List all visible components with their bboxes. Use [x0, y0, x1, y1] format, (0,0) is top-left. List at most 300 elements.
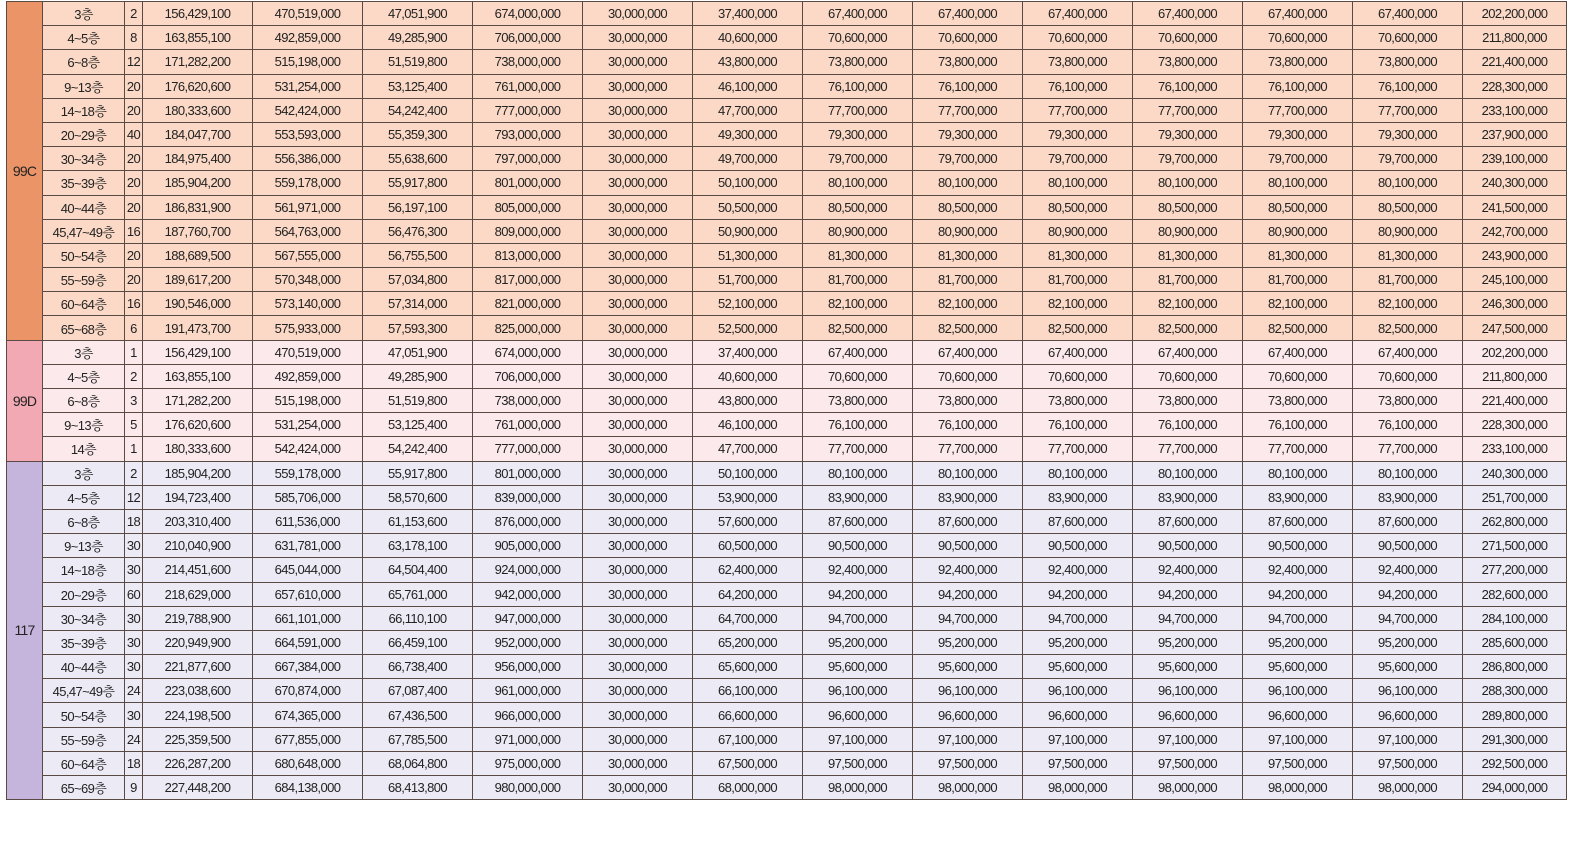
total-price-cell: 738,000,000 — [473, 50, 583, 74]
vat-cell: 49,285,900 — [363, 364, 473, 388]
interim-1-cell: 79,700,000 — [803, 147, 913, 171]
unit-type-cell: 117 — [7, 461, 43, 800]
unit-count-cell: 60 — [125, 582, 143, 606]
table-row — [7, 509, 1567, 533]
interim-2-cell: 83,900,000 — [913, 485, 1023, 509]
balance-cell: 211,800,000 — [1463, 364, 1567, 388]
contract-deposit-2-cell: 51,700,000 — [693, 268, 803, 292]
interim-1-cell: 95,200,000 — [803, 630, 913, 654]
price-table — [6, 1, 1567, 800]
contract-deposit-1-cell: 30,000,000 — [583, 74, 693, 98]
interim-6-cell: 81,300,000 — [1353, 243, 1463, 267]
interim-3-cell: 80,100,000 — [1023, 461, 1133, 485]
interim-3-cell: 76,100,000 — [1023, 74, 1133, 98]
building-price-cell: 559,178,000 — [253, 171, 363, 195]
interim-4-cell: 95,600,000 — [1133, 655, 1243, 679]
interim-5-cell: 97,500,000 — [1243, 751, 1353, 775]
interim-1-cell: 80,100,000 — [803, 461, 913, 485]
balance-cell: 286,800,000 — [1463, 655, 1567, 679]
total-price-cell: 947,000,000 — [473, 606, 583, 630]
floor-range-cell: 4~5층 — [43, 485, 125, 509]
contract-deposit-2-cell: 50,100,000 — [693, 171, 803, 195]
balance-cell: 240,300,000 — [1463, 171, 1567, 195]
contract-deposit-1-cell: 30,000,000 — [583, 26, 693, 50]
interim-2-cell: 80,900,000 — [913, 219, 1023, 243]
land-price-cell: 189,617,200 — [143, 268, 253, 292]
contract-deposit-2-cell: 67,500,000 — [693, 751, 803, 775]
interim-6-cell: 80,100,000 — [1353, 171, 1463, 195]
building-price-cell: 559,178,000 — [253, 461, 363, 485]
table-row — [7, 364, 1567, 388]
balance-cell: 277,200,000 — [1463, 558, 1567, 582]
building-price-cell: 664,591,000 — [253, 630, 363, 654]
floor-range-cell: 40~44층 — [43, 655, 125, 679]
table-row — [7, 413, 1567, 437]
floor-range-cell: 40~44층 — [43, 195, 125, 219]
building-price-cell: 661,101,000 — [253, 606, 363, 630]
total-price-cell: 966,000,000 — [473, 703, 583, 727]
floor-range-cell: 9~13층 — [43, 74, 125, 98]
interim-2-cell: 77,700,000 — [913, 98, 1023, 122]
vat-cell: 67,785,500 — [363, 727, 473, 751]
table-row — [7, 655, 1567, 679]
interim-4-cell: 76,100,000 — [1133, 74, 1243, 98]
interim-4-cell: 97,100,000 — [1133, 727, 1243, 751]
interim-3-cell: 77,700,000 — [1023, 437, 1133, 461]
contract-deposit-1-cell: 30,000,000 — [583, 534, 693, 558]
interim-2-cell: 87,600,000 — [913, 509, 1023, 533]
contract-deposit-1-cell: 30,000,000 — [583, 98, 693, 122]
unit-count-cell: 24 — [125, 727, 143, 751]
total-price-cell: 905,000,000 — [473, 534, 583, 558]
total-price-cell: 961,000,000 — [473, 679, 583, 703]
vat-cell: 66,459,100 — [363, 630, 473, 654]
interim-2-cell: 80,100,000 — [913, 171, 1023, 195]
total-price-cell: 952,000,000 — [473, 630, 583, 654]
interim-4-cell: 73,800,000 — [1133, 389, 1243, 413]
interim-2-cell: 96,100,000 — [913, 679, 1023, 703]
interim-4-cell: 77,700,000 — [1133, 98, 1243, 122]
unit-count-cell: 16 — [125, 292, 143, 316]
contract-deposit-2-cell: 40,600,000 — [693, 26, 803, 50]
balance-cell: 251,700,000 — [1463, 485, 1567, 509]
interim-3-cell: 81,700,000 — [1023, 268, 1133, 292]
floor-range-cell: 14~18층 — [43, 558, 125, 582]
land-price-cell: 190,546,000 — [143, 292, 253, 316]
unit-count-cell: 30 — [125, 703, 143, 727]
contract-deposit-1-cell: 30,000,000 — [583, 582, 693, 606]
contract-deposit-1-cell: 30,000,000 — [583, 751, 693, 775]
floor-range-cell: 9~13층 — [43, 534, 125, 558]
total-price-cell: 801,000,000 — [473, 171, 583, 195]
total-price-cell: 825,000,000 — [473, 316, 583, 340]
building-price-cell: 531,254,000 — [253, 413, 363, 437]
unit-count-cell: 30 — [125, 558, 143, 582]
vat-cell: 47,051,900 — [363, 340, 473, 364]
vat-cell: 55,359,300 — [363, 122, 473, 146]
balance-cell: 243,900,000 — [1463, 243, 1567, 267]
total-price-cell: 706,000,000 — [473, 364, 583, 388]
group-99c — [7, 2, 1567, 341]
interim-1-cell: 70,600,000 — [803, 364, 913, 388]
interim-4-cell: 79,700,000 — [1133, 147, 1243, 171]
total-price-cell: 738,000,000 — [473, 389, 583, 413]
contract-deposit-2-cell: 46,100,000 — [693, 413, 803, 437]
land-price-cell: 187,760,700 — [143, 219, 253, 243]
interim-6-cell: 96,100,000 — [1353, 679, 1463, 703]
balance-cell: 292,500,000 — [1463, 751, 1567, 775]
contract-deposit-1-cell: 30,000,000 — [583, 2, 693, 26]
building-price-cell: 515,198,000 — [253, 50, 363, 74]
interim-5-cell: 80,100,000 — [1243, 461, 1353, 485]
vat-cell: 54,242,400 — [363, 98, 473, 122]
contract-deposit-1-cell: 30,000,000 — [583, 485, 693, 509]
land-price-cell: 221,877,600 — [143, 655, 253, 679]
contract-deposit-2-cell: 64,700,000 — [693, 606, 803, 630]
interim-4-cell: 80,100,000 — [1133, 171, 1243, 195]
interim-1-cell: 98,000,000 — [803, 776, 913, 800]
interim-6-cell: 77,700,000 — [1353, 98, 1463, 122]
interim-1-cell: 80,500,000 — [803, 195, 913, 219]
interim-3-cell: 67,400,000 — [1023, 340, 1133, 364]
total-price-cell: 793,000,000 — [473, 122, 583, 146]
contract-deposit-2-cell: 66,600,000 — [693, 703, 803, 727]
interim-1-cell: 76,100,000 — [803, 74, 913, 98]
interim-2-cell: 79,700,000 — [913, 147, 1023, 171]
interim-5-cell: 77,700,000 — [1243, 98, 1353, 122]
unit-count-cell: 30 — [125, 606, 143, 630]
balance-cell: 233,100,000 — [1463, 98, 1567, 122]
vat-cell: 47,051,900 — [363, 2, 473, 26]
total-price-cell: 839,000,000 — [473, 485, 583, 509]
total-price-cell: 809,000,000 — [473, 219, 583, 243]
interim-6-cell: 79,300,000 — [1353, 122, 1463, 146]
building-price-cell: 542,424,000 — [253, 437, 363, 461]
unit-count-cell: 8 — [125, 26, 143, 50]
floor-range-cell: 60~64층 — [43, 751, 125, 775]
table-row — [7, 703, 1567, 727]
interim-1-cell: 81,700,000 — [803, 268, 913, 292]
contract-deposit-2-cell: 65,200,000 — [693, 630, 803, 654]
vat-cell: 63,178,100 — [363, 534, 473, 558]
interim-4-cell: 94,700,000 — [1133, 606, 1243, 630]
interim-3-cell: 81,300,000 — [1023, 243, 1133, 267]
vat-cell: 64,504,400 — [363, 558, 473, 582]
interim-6-cell: 80,500,000 — [1353, 195, 1463, 219]
land-price-cell: 218,629,000 — [143, 582, 253, 606]
interim-5-cell: 82,100,000 — [1243, 292, 1353, 316]
interim-6-cell: 82,500,000 — [1353, 316, 1463, 340]
floor-range-cell: 20~29층 — [43, 582, 125, 606]
interim-1-cell: 96,100,000 — [803, 679, 913, 703]
interim-2-cell: 90,500,000 — [913, 534, 1023, 558]
interim-4-cell: 67,400,000 — [1133, 2, 1243, 26]
unit-count-cell: 30 — [125, 534, 143, 558]
table-row — [7, 122, 1567, 146]
unit-count-cell: 9 — [125, 776, 143, 800]
interim-3-cell: 90,500,000 — [1023, 534, 1133, 558]
vat-cell: 57,593,300 — [363, 316, 473, 340]
interim-5-cell: 77,700,000 — [1243, 437, 1353, 461]
group-99d — [7, 340, 1567, 461]
table-row — [7, 74, 1567, 98]
interim-4-cell: 81,700,000 — [1133, 268, 1243, 292]
building-price-cell: 470,519,000 — [253, 2, 363, 26]
interim-6-cell: 83,900,000 — [1353, 485, 1463, 509]
contract-deposit-2-cell: 47,700,000 — [693, 98, 803, 122]
unit-count-cell: 3 — [125, 389, 143, 413]
balance-cell: 211,800,000 — [1463, 26, 1567, 50]
interim-1-cell: 73,800,000 — [803, 50, 913, 74]
vat-cell: 61,153,600 — [363, 509, 473, 533]
interim-5-cell: 92,400,000 — [1243, 558, 1353, 582]
floor-range-cell: 55~59층 — [43, 727, 125, 751]
interim-6-cell: 97,500,000 — [1353, 751, 1463, 775]
interim-1-cell: 80,100,000 — [803, 171, 913, 195]
interim-4-cell: 79,300,000 — [1133, 122, 1243, 146]
contract-deposit-2-cell: 40,600,000 — [693, 364, 803, 388]
land-price-cell: 227,448,200 — [143, 776, 253, 800]
group-117 — [7, 461, 1567, 800]
interim-5-cell: 98,000,000 — [1243, 776, 1353, 800]
unit-count-cell: 18 — [125, 751, 143, 775]
land-price-cell: 184,975,400 — [143, 147, 253, 171]
interim-3-cell: 80,100,000 — [1023, 171, 1133, 195]
land-price-cell: 185,904,200 — [143, 461, 253, 485]
interim-5-cell: 76,100,000 — [1243, 74, 1353, 98]
interim-6-cell: 90,500,000 — [1353, 534, 1463, 558]
table-row — [7, 485, 1567, 509]
contract-deposit-1-cell: 30,000,000 — [583, 630, 693, 654]
land-price-cell: 191,473,700 — [143, 316, 253, 340]
interim-5-cell: 94,700,000 — [1243, 606, 1353, 630]
interim-4-cell: 87,600,000 — [1133, 509, 1243, 533]
contract-deposit-1-cell: 30,000,000 — [583, 219, 693, 243]
vat-cell: 56,755,500 — [363, 243, 473, 267]
interim-1-cell: 90,500,000 — [803, 534, 913, 558]
land-price-cell: 185,904,200 — [143, 171, 253, 195]
interim-4-cell: 70,600,000 — [1133, 26, 1243, 50]
vat-cell: 53,125,400 — [363, 413, 473, 437]
building-price-cell: 515,198,000 — [253, 389, 363, 413]
interim-3-cell: 87,600,000 — [1023, 509, 1133, 533]
total-price-cell: 876,000,000 — [473, 509, 583, 533]
table-row — [7, 195, 1567, 219]
unit-count-cell: 12 — [125, 50, 143, 74]
balance-cell: 245,100,000 — [1463, 268, 1567, 292]
vat-cell: 68,064,800 — [363, 751, 473, 775]
vat-cell: 55,917,800 — [363, 171, 473, 195]
interim-3-cell: 70,600,000 — [1023, 364, 1133, 388]
building-price-cell: 684,138,000 — [253, 776, 363, 800]
interim-4-cell: 67,400,000 — [1133, 340, 1243, 364]
interim-6-cell: 80,900,000 — [1353, 219, 1463, 243]
interim-1-cell: 83,900,000 — [803, 485, 913, 509]
building-price-cell: 611,536,000 — [253, 509, 363, 533]
contract-deposit-1-cell: 30,000,000 — [583, 340, 693, 364]
unit-count-cell: 18 — [125, 509, 143, 533]
balance-cell: 239,100,000 — [1463, 147, 1567, 171]
table-row — [7, 171, 1567, 195]
land-price-cell: 224,198,500 — [143, 703, 253, 727]
total-price-cell: 817,000,000 — [473, 268, 583, 292]
interim-3-cell: 94,700,000 — [1023, 606, 1133, 630]
table-row — [7, 26, 1567, 50]
table-row — [7, 582, 1567, 606]
interim-2-cell: 81,300,000 — [913, 243, 1023, 267]
land-price-cell: 156,429,100 — [143, 2, 253, 26]
interim-6-cell: 67,400,000 — [1353, 340, 1463, 364]
interim-2-cell: 80,500,000 — [913, 195, 1023, 219]
contract-deposit-2-cell: 51,300,000 — [693, 243, 803, 267]
balance-cell: 288,300,000 — [1463, 679, 1567, 703]
interim-5-cell: 80,900,000 — [1243, 219, 1353, 243]
interim-1-cell: 77,700,000 — [803, 98, 913, 122]
floor-range-cell: 6~8층 — [43, 50, 125, 74]
contract-deposit-2-cell: 66,100,000 — [693, 679, 803, 703]
interim-4-cell: 97,500,000 — [1133, 751, 1243, 775]
interim-2-cell: 73,800,000 — [913, 50, 1023, 74]
building-price-cell: 657,610,000 — [253, 582, 363, 606]
interim-3-cell: 92,400,000 — [1023, 558, 1133, 582]
table-row — [7, 2, 1567, 26]
interim-2-cell: 67,400,000 — [913, 340, 1023, 364]
interim-4-cell: 90,500,000 — [1133, 534, 1243, 558]
table-row — [7, 268, 1567, 292]
floor-range-cell: 3층 — [43, 461, 125, 485]
total-price-cell: 797,000,000 — [473, 147, 583, 171]
floor-range-cell: 14층 — [43, 437, 125, 461]
interim-5-cell: 73,800,000 — [1243, 50, 1353, 74]
total-price-cell: 674,000,000 — [473, 340, 583, 364]
table-row — [7, 461, 1567, 485]
interim-5-cell: 67,400,000 — [1243, 2, 1353, 26]
vat-cell: 54,242,400 — [363, 437, 473, 461]
floor-range-cell: 30~34층 — [43, 606, 125, 630]
contract-deposit-2-cell: 50,100,000 — [693, 461, 803, 485]
interim-2-cell: 70,600,000 — [913, 364, 1023, 388]
interim-6-cell: 96,600,000 — [1353, 703, 1463, 727]
contract-deposit-1-cell: 30,000,000 — [583, 703, 693, 727]
floor-range-cell: 20~29층 — [43, 122, 125, 146]
land-price-cell: 156,429,100 — [143, 340, 253, 364]
interim-6-cell: 67,400,000 — [1353, 2, 1463, 26]
total-price-cell: 924,000,000 — [473, 558, 583, 582]
table-row — [7, 727, 1567, 751]
unit-count-cell: 40 — [125, 122, 143, 146]
unit-count-cell: 2 — [125, 461, 143, 485]
total-price-cell: 942,000,000 — [473, 582, 583, 606]
balance-cell: 285,600,000 — [1463, 630, 1567, 654]
interim-4-cell: 70,600,000 — [1133, 364, 1243, 388]
table-row — [7, 534, 1567, 558]
land-price-cell: 225,359,500 — [143, 727, 253, 751]
interim-1-cell: 87,600,000 — [803, 509, 913, 533]
vat-cell: 57,034,800 — [363, 268, 473, 292]
interim-2-cell: 80,100,000 — [913, 461, 1023, 485]
floor-range-cell: 4~5층 — [43, 364, 125, 388]
interim-2-cell: 67,400,000 — [913, 2, 1023, 26]
unit-count-cell: 5 — [125, 413, 143, 437]
interim-3-cell: 96,600,000 — [1023, 703, 1133, 727]
land-price-cell: 186,831,900 — [143, 195, 253, 219]
interim-5-cell: 70,600,000 — [1243, 26, 1353, 50]
interim-1-cell: 81,300,000 — [803, 243, 913, 267]
interim-6-cell: 80,100,000 — [1353, 461, 1463, 485]
unit-count-cell: 20 — [125, 268, 143, 292]
land-price-cell: 226,287,200 — [143, 751, 253, 775]
land-price-cell: 194,723,400 — [143, 485, 253, 509]
vat-cell: 51,519,800 — [363, 389, 473, 413]
floor-range-cell: 50~54층 — [43, 703, 125, 727]
vat-cell: 51,519,800 — [363, 50, 473, 74]
interim-3-cell: 73,800,000 — [1023, 50, 1133, 74]
interim-1-cell: 96,600,000 — [803, 703, 913, 727]
contract-deposit-2-cell: 67,100,000 — [693, 727, 803, 751]
unit-count-cell: 30 — [125, 630, 143, 654]
contract-deposit-1-cell: 30,000,000 — [583, 437, 693, 461]
building-price-cell: 570,348,000 — [253, 268, 363, 292]
interim-4-cell: 80,500,000 — [1133, 195, 1243, 219]
interim-5-cell: 95,600,000 — [1243, 655, 1353, 679]
total-price-cell: 813,000,000 — [473, 243, 583, 267]
vat-cell: 49,285,900 — [363, 26, 473, 50]
interim-4-cell: 82,500,000 — [1133, 316, 1243, 340]
vat-cell: 68,413,800 — [363, 776, 473, 800]
interim-5-cell: 90,500,000 — [1243, 534, 1353, 558]
building-price-cell: 542,424,000 — [253, 98, 363, 122]
building-price-cell: 561,971,000 — [253, 195, 363, 219]
vat-cell: 67,087,400 — [363, 679, 473, 703]
interim-3-cell: 70,600,000 — [1023, 26, 1133, 50]
interim-4-cell: 80,900,000 — [1133, 219, 1243, 243]
interim-3-cell: 82,100,000 — [1023, 292, 1133, 316]
balance-cell: 282,600,000 — [1463, 582, 1567, 606]
vat-cell: 53,125,400 — [363, 74, 473, 98]
balance-cell: 221,400,000 — [1463, 389, 1567, 413]
land-price-cell: 180,333,600 — [143, 437, 253, 461]
interim-6-cell: 73,800,000 — [1353, 389, 1463, 413]
total-price-cell: 706,000,000 — [473, 26, 583, 50]
table-row — [7, 437, 1567, 461]
floor-range-cell: 6~8층 — [43, 389, 125, 413]
land-price-cell: 203,310,400 — [143, 509, 253, 533]
interim-1-cell: 67,400,000 — [803, 2, 913, 26]
floor-range-cell: 35~39층 — [43, 630, 125, 654]
interim-5-cell: 82,500,000 — [1243, 316, 1353, 340]
table-row — [7, 630, 1567, 654]
contract-deposit-2-cell: 52,100,000 — [693, 292, 803, 316]
contract-deposit-1-cell: 30,000,000 — [583, 776, 693, 800]
interim-3-cell: 73,800,000 — [1023, 389, 1133, 413]
interim-3-cell: 82,500,000 — [1023, 316, 1133, 340]
building-price-cell: 674,365,000 — [253, 703, 363, 727]
floor-range-cell: 50~54층 — [43, 243, 125, 267]
interim-1-cell: 67,400,000 — [803, 340, 913, 364]
interim-2-cell: 76,100,000 — [913, 74, 1023, 98]
interim-2-cell: 95,200,000 — [913, 630, 1023, 654]
interim-2-cell: 94,700,000 — [913, 606, 1023, 630]
interim-2-cell: 81,700,000 — [913, 268, 1023, 292]
interim-4-cell: 94,200,000 — [1133, 582, 1243, 606]
interim-2-cell: 97,500,000 — [913, 751, 1023, 775]
floor-range-cell: 6~8층 — [43, 509, 125, 533]
vat-cell: 56,197,100 — [363, 195, 473, 219]
vat-cell: 67,436,500 — [363, 703, 473, 727]
interim-1-cell: 95,600,000 — [803, 655, 913, 679]
interim-1-cell: 82,500,000 — [803, 316, 913, 340]
contract-deposit-1-cell: 30,000,000 — [583, 413, 693, 437]
